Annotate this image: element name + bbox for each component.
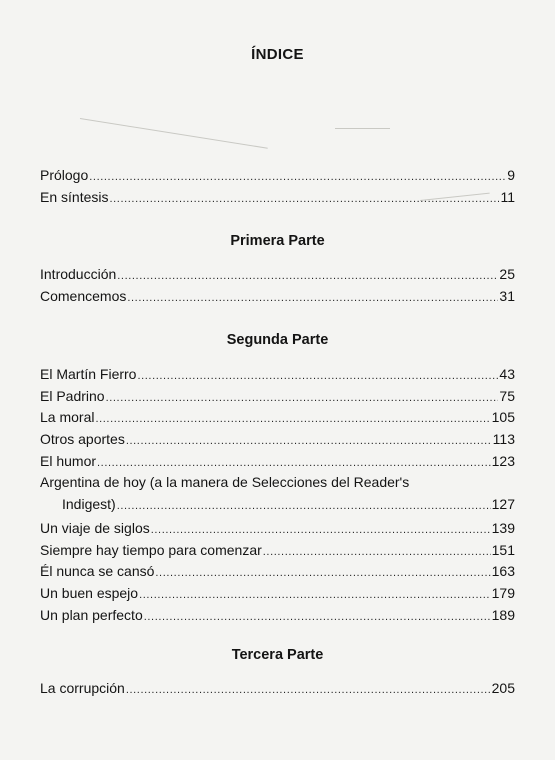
toc-entry-label: El humor bbox=[40, 452, 97, 469]
toc-entry-el-nunca-se-canso[interactable] bbox=[40, 561, 515, 583]
toc-entry-page: 179 bbox=[491, 584, 515, 601]
dot-leader bbox=[97, 453, 491, 475]
part-title-primera: Primera Parte bbox=[230, 233, 325, 249]
toc-entry-argentina-de-hoy[interactable] bbox=[40, 472, 515, 517]
dot-leader bbox=[126, 431, 492, 453]
toc-entry-page: 11 bbox=[500, 188, 515, 205]
toc-entry-en-sintesis[interactable] bbox=[40, 187, 515, 209]
scan-mark bbox=[80, 118, 268, 149]
toc-entry-label: La corrupción bbox=[40, 680, 125, 696]
toc-entry-page: 9 bbox=[507, 167, 515, 183]
toc-entry-label: Un plan perfecto bbox=[40, 606, 143, 623]
dot-leader bbox=[137, 366, 498, 388]
part-title-segunda: Segunda Parte bbox=[226, 332, 329, 348]
front-matter-list bbox=[40, 165, 515, 208]
toc-entry-label: Otros aportes bbox=[40, 431, 125, 448]
primera-parte-list bbox=[40, 264, 515, 307]
toc-entry-el-padrino[interactable] bbox=[40, 386, 515, 408]
toc-entry-page: 25 bbox=[499, 266, 515, 282]
toc-entry-continuation bbox=[40, 494, 515, 518]
toc-entry-page: 31 bbox=[499, 287, 515, 304]
toc-entry-label: Introducción bbox=[40, 266, 117, 282]
toc-entry-label: Siempre hay tiempo para comenzar bbox=[40, 541, 262, 558]
scan-mark bbox=[335, 128, 390, 129]
dot-leader bbox=[95, 409, 490, 431]
dot-leader bbox=[109, 189, 499, 211]
toc-entry-un-plan-perfecto[interactable] bbox=[40, 605, 515, 627]
toc-entry-un-buen-espejo[interactable] bbox=[40, 583, 515, 605]
dot-leader bbox=[139, 585, 491, 607]
toc-entry-martin-fierro[interactable] bbox=[40, 364, 515, 386]
dot-leader bbox=[117, 266, 498, 288]
toc-entry-otros-aportes[interactable] bbox=[40, 429, 515, 451]
dot-leader bbox=[106, 388, 499, 410]
toc-entry-label: Él nunca se cansó bbox=[40, 563, 155, 580]
toc-entry-la-corrupcion[interactable] bbox=[40, 678, 515, 700]
toc-entry-label: En síntesis bbox=[40, 188, 109, 205]
toc-entry-page: 113 bbox=[492, 431, 515, 448]
toc-entry-page: 139 bbox=[491, 519, 515, 536]
toc-entry-page: 75 bbox=[499, 387, 515, 404]
toc-entry-comencemos[interactable] bbox=[40, 286, 515, 308]
toc-entry-page: 163 bbox=[491, 563, 515, 580]
dot-leader bbox=[263, 542, 491, 564]
toc-entry-prologo[interactable] bbox=[40, 165, 515, 187]
dot-leader bbox=[155, 563, 490, 585]
dot-leader bbox=[151, 520, 491, 542]
toc-entry-label: Un viaje de siglos bbox=[40, 519, 150, 536]
toc-entry-page: 189 bbox=[491, 606, 515, 623]
dot-leader bbox=[126, 680, 491, 702]
toc-entry-page: 43 bbox=[499, 366, 515, 382]
dot-leader bbox=[144, 607, 491, 629]
toc-entry-page: 105 bbox=[491, 409, 515, 426]
toc-entry-label: Argentina de hoy (a la manera de Selecciones del Reader's bbox=[40, 474, 410, 491]
toc-entry-page: 123 bbox=[491, 452, 515, 469]
segunda-parte-list bbox=[40, 364, 515, 626]
toc-entry-page: 127 bbox=[491, 496, 515, 513]
toc-entry-page: 205 bbox=[491, 680, 515, 696]
toc-entry-page: 151 bbox=[491, 541, 515, 558]
toc-entry-siempre-hay-tiempo[interactable] bbox=[40, 540, 515, 562]
part-title-tercera: Tercera Parte bbox=[231, 647, 324, 663]
toc-entry-label-cont: Indigest) bbox=[62, 496, 116, 513]
toc-entry-label: Prólogo bbox=[40, 167, 89, 183]
page-title: ÍNDICE bbox=[251, 46, 304, 63]
tercera-parte-list bbox=[40, 678, 515, 700]
toc-entry-el-humor[interactable] bbox=[40, 451, 515, 473]
toc-entry-label: Un buen espejo bbox=[40, 584, 139, 601]
toc-entry-la-moral[interactable] bbox=[40, 407, 515, 429]
toc-entry-label: El Padrino bbox=[40, 387, 105, 404]
toc-entry-un-viaje-de-siglos[interactable] bbox=[40, 518, 515, 540]
dot-leader bbox=[89, 167, 506, 189]
toc-entry-label: Comencemos bbox=[40, 287, 127, 304]
dot-leader bbox=[127, 288, 498, 310]
toc-entry-label: La moral bbox=[40, 409, 95, 426]
toc-entry-label: El Martín Fierro bbox=[40, 366, 137, 382]
toc-entry-introduccion[interactable] bbox=[40, 264, 515, 286]
dot-leader bbox=[117, 496, 491, 518]
